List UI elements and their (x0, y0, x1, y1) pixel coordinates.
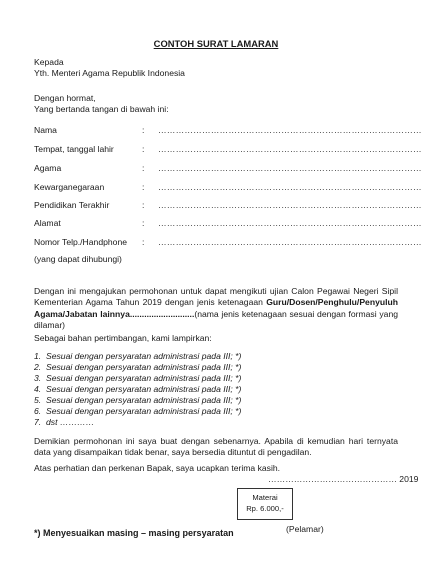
attachment-item-1: Sesuai dengan persyaratan administrasi pada III; *) (46, 351, 242, 361)
field-kewarganegaraan-colon: : (142, 182, 145, 192)
attachment-num-6: 6. (34, 406, 42, 416)
attachment-num-2: 2. (34, 362, 42, 372)
application-text-b: (nama jenis ketenagaan sesuai dengan formasi yang dilamar) (34, 308, 398, 331)
attachment-num-3: 3. (34, 373, 42, 383)
field-kewarganegaraan-dots: ……………………………………………………………………………… (158, 182, 422, 192)
attachment-item-4: Sesuai dengan persyaratan administrasi pada III; *) (46, 384, 242, 394)
field-telp-colon: : (142, 237, 145, 247)
contact-note: (yang dapat dihubungi) (34, 254, 122, 264)
field-agama-label: Agama (34, 163, 62, 173)
attachment-item-5: Sesuai dengan persyaratan administrasi pada III; *) (46, 395, 242, 405)
field-agama-colon: : (142, 163, 145, 173)
field-ttl-colon: : (142, 144, 145, 154)
attachment-num-5: 5. (34, 395, 42, 405)
stamp-box (237, 488, 293, 520)
greeting-line-2: Yang bertanda tangan di bawah ini: (34, 104, 169, 114)
stamp-line-1: Materai (252, 493, 278, 502)
signer-label: (Pelamar) (286, 524, 324, 534)
field-ttl-dots: ……………………………………………………………………………… (158, 144, 422, 154)
attachment-num-7: 7. (34, 417, 42, 427)
attachment-item-6: Sesuai dengan persyaratan administrasi pada III; *) (46, 406, 242, 416)
application-position: Guru/Dosen/Penghulu/Penyuluh Agama/Jabatan lainnya........................... (34, 297, 398, 319)
attachment-item-2: Sesuai dengan persyaratan administrasi pada III; *) (46, 362, 242, 372)
attachments-intro: Sebagai bahan pertimbangan, kami lampirkan: (34, 333, 212, 343)
field-alamat-dots: ……………………………………………………………………………… (158, 218, 422, 228)
attachment-num-1: 1. (34, 351, 42, 361)
attachment-item-3: Sesuai dengan persyaratan administrasi pada III; *) (46, 373, 242, 383)
recipient-line-2: Yth. Menteri Agama Republik Indonesia (34, 68, 185, 78)
attachment-item-7: dst ………… (46, 417, 95, 427)
field-nama-label: Nama (34, 125, 57, 135)
field-telp-label: Nomor Telp./Handphone (34, 237, 127, 247)
date-line: ……………………………………… 2019 (268, 474, 419, 484)
application-text-a: Dengan ini mengajukan permohonan untuk dapat mengikuti ujian Calon Pegawai Negeri Sipil Kementerian Agama Tahun 2019 dengan jenis ketenagaan (34, 286, 398, 308)
field-telp-dots: ……………………………………………………………………………… (158, 237, 422, 247)
greeting-line-1: Dengan hormat, (34, 93, 96, 103)
field-pendidikan-dots: ……………………………………………………………………………… (158, 200, 422, 210)
page-title: CONTOH SURAT LAMARAN (153, 38, 279, 49)
application-paragraph (34, 286, 398, 332)
field-alamat-colon: : (142, 218, 145, 228)
field-kewarganegaraan-label: Kewarganegaraan (34, 182, 105, 192)
field-nama-colon: : (142, 125, 145, 135)
attachment-num-4: 4. (34, 384, 42, 394)
recipient-line-1: Kepada (34, 57, 64, 67)
stamp-line-2: Rp. 6.000,- (246, 504, 284, 513)
field-agama-dots: ……………………………………………………………………………… (158, 163, 422, 173)
footnote: *) Menyesuaikan masing – masing persyaratan (34, 528, 234, 538)
field-ttl-label: Tempat, tanggal lahir (34, 144, 114, 154)
closing-line: Atas perhatian dan perkenan Bapak, saya ucapkan terima kasih. (34, 463, 281, 473)
field-pendidikan-colon: : (142, 200, 145, 210)
field-alamat-label: Alamat (34, 218, 61, 228)
declaration-paragraph: Demikian permohonan ini saya buat dengan sebenarnya. Apabila di kemudian hari ternyata data yang disampaikan tidak benar, saya bersedia dituntut di pengadilan. (34, 436, 398, 458)
field-pendidikan-label: Pendidikan Terakhir (34, 200, 110, 210)
field-nama-dots: ……………………………………………………………………………… (158, 125, 422, 135)
